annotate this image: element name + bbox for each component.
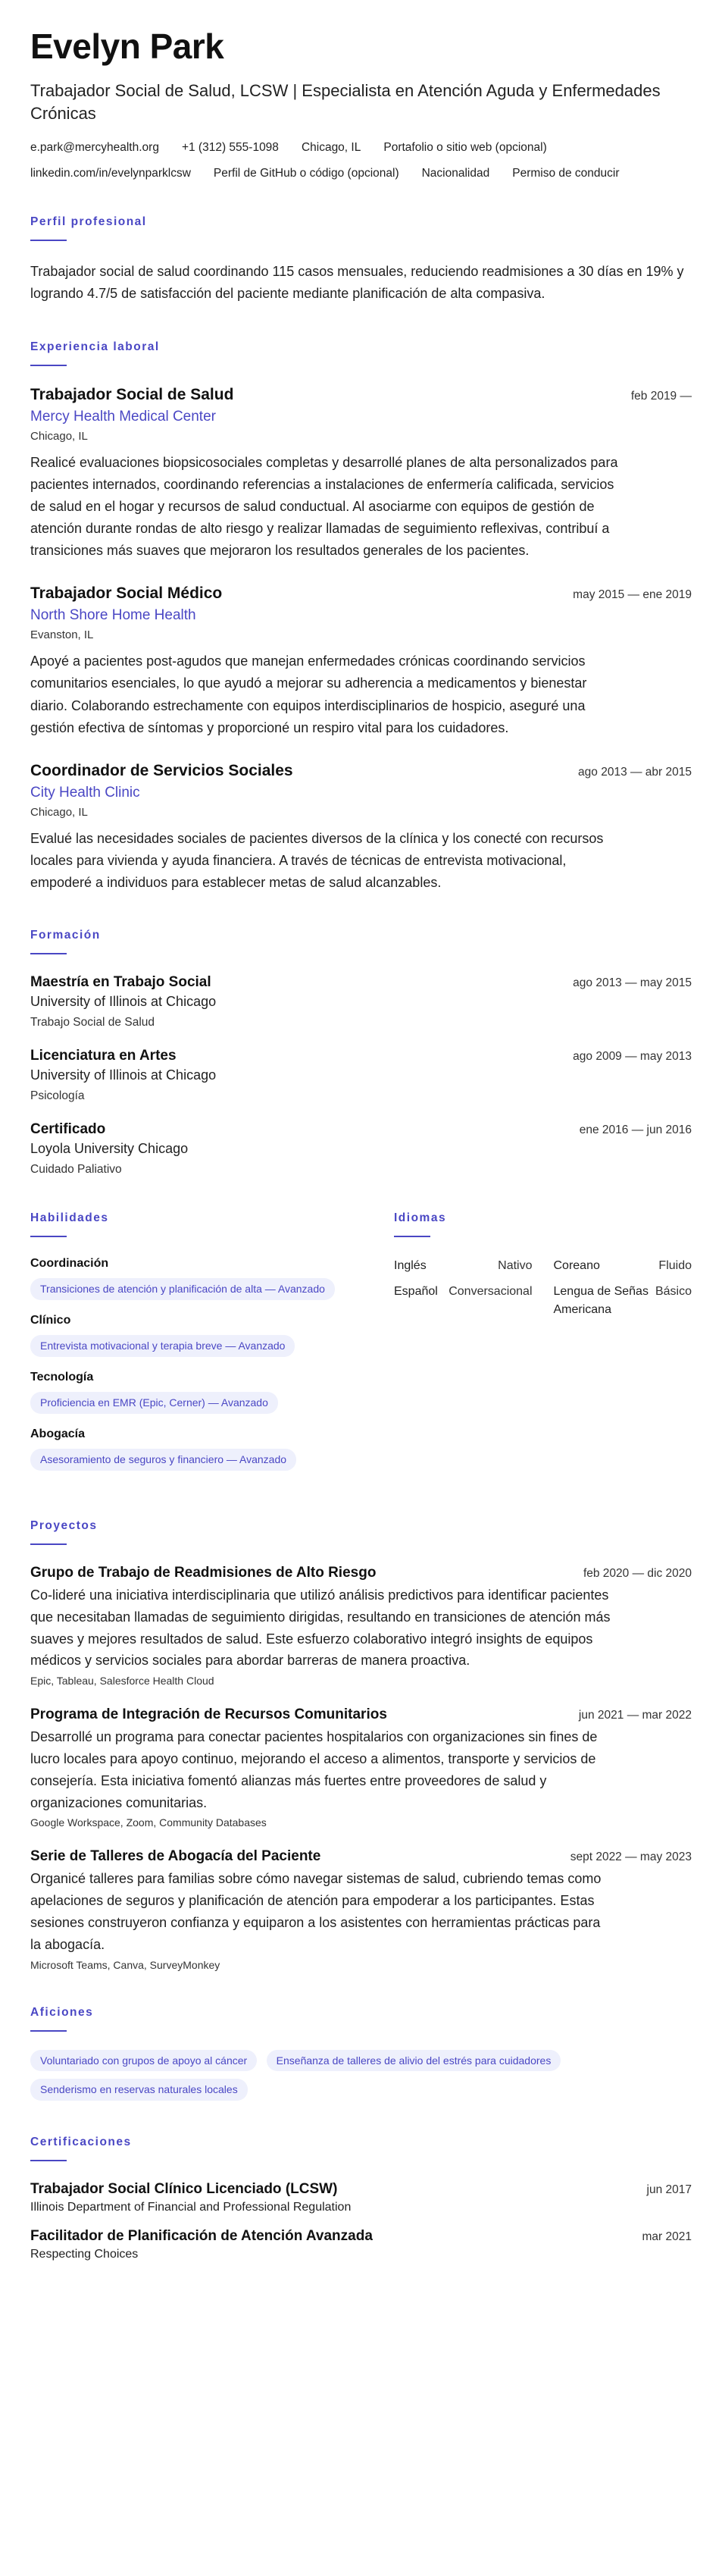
section-divider [30, 2160, 67, 2161]
projects-section [30, 1519, 692, 1971]
certification-issuer: Illinois Department of Financial and Professional Regulation [30, 2201, 352, 2214]
language-item [554, 1283, 692, 1319]
hobby-chip: Voluntariado con grupos de apoyo al cáncer [30, 2050, 257, 2072]
section-divider [30, 1236, 67, 1237]
certification-issuer: Respecting Choices [30, 2248, 139, 2261]
employer-name: City Health Clinic [30, 784, 140, 801]
skill-category: Clínico [30, 1314, 71, 1327]
section-divider [30, 365, 67, 366]
skill-group [30, 1257, 364, 1300]
section-divider [30, 1543, 67, 1545]
project-dates: feb 2020 — dic 2020 [583, 1566, 692, 1580]
language-level: Fluido [658, 1259, 692, 1273]
job-description: Evalué las necesidades sociales de pacientes diversos de la clínica y los conecté con recursos locales para vivienda y ayuda financiera. A través de técnicas de entrevista motivacional, empoderé a individuos para establecer metas de salud alcanzables. [30, 830, 604, 891]
employer-name: Mercy Health Medical Center [30, 408, 216, 425]
candidate-title: Trabajador Social de Salud, LCSW | Especialista en Atención Aguda y Enfermedades Crónicas [30, 80, 661, 124]
employer-name: North Shore Home Health [30, 607, 196, 624]
job-title: Trabajador Social Médico [30, 584, 223, 603]
job-dates: ago 2013 — abr 2015 [578, 765, 692, 779]
certification-date: jun 2017 [646, 2183, 692, 2197]
certification-entry [30, 2228, 692, 2261]
contact-list [30, 141, 692, 180]
skill-group [30, 1371, 364, 1414]
certifications-section [30, 2136, 692, 2261]
certification-title: Trabajador Social Clínico Licenciado (LCSW) [30, 2181, 338, 2198]
field-of-study: Cuidado Paliativo [30, 1163, 122, 1177]
education-dates: ago 2009 — may 2013 [573, 1050, 692, 1064]
language-item [554, 1257, 692, 1275]
resume-header [30, 27, 692, 180]
skill-chip: Entrevista motivacional y terapia breve — Avanzado [30, 1335, 295, 1357]
skills-languages-row [30, 1211, 692, 1484]
job-location: Chicago, IL [30, 805, 88, 819]
degree-name: Certificado [30, 1121, 106, 1138]
section-heading: Perfil profesional [30, 215, 147, 229]
project-tools: Microsoft Teams, Canva, SurveyMonkey [30, 1958, 220, 1971]
profile-summary: Trabajador social de salud coordinando 115 casos mensuales, reduciendo readmisiones a 30 días en 19% y logrando 4.7/5 de satisfacción del paciente mediante planificación de alta compasiva. [30, 264, 684, 302]
job-dates: feb 2019 — [630, 389, 692, 403]
project-title: Programa de Integración de Recursos Comunitarios [30, 1706, 387, 1723]
job-description: Apoyé a pacientes post-agudos que manejan enfermedades crónicas coordinando servicios comunitarios esenciales, lo que ayudó a mejorar su adherencia a medicamentos y bienestar diario. Colaborando estrechamente con equipos interdisciplinarios de hospicio, aseguré una gestión efectiva de síntomas y proporcioné un respiro vital para los cuidadores. [30, 653, 587, 735]
section-divider [394, 1236, 430, 1237]
skill-chip: Transiciones de atención y planificación de alta — Avanzado [30, 1278, 335, 1300]
certification-entry [30, 2181, 692, 2214]
job-title: Trabajador Social de Salud [30, 385, 234, 403]
skill-category: Coordinación [30, 1257, 109, 1271]
section-heading: Habilidades [30, 1211, 109, 1225]
experience-entry [30, 386, 692, 563]
skill-chip: Asesoramiento de seguros y financiero — Avanzado [30, 1449, 296, 1471]
experience-section [30, 340, 692, 895]
language-name: Inglés [394, 1259, 427, 1273]
section-heading: Formación [30, 929, 101, 942]
section-heading: Experiencia laboral [30, 340, 160, 353]
education-dates: ago 2013 — may 2015 [573, 976, 692, 990]
skills-section [30, 1211, 364, 1484]
hobby-chip: Senderismo en reservas naturales locales [30, 2079, 248, 2101]
project-dates: jun 2021 — mar 2022 [578, 1709, 692, 1722]
project-tools: Epic, Tableau, Salesforce Health Cloud [30, 1675, 214, 1688]
education-section [30, 929, 692, 1177]
language-level: Básico [655, 1285, 692, 1299]
contact-location: Chicago, IL [301, 141, 361, 155]
section-heading: Idiomas [394, 1211, 447, 1225]
institution-name: University of Illinois at Chicago [30, 1067, 217, 1083]
project-description: Co-lideré una iniciativa interdisciplinaria que utilizó análisis predictivos para identificar pacientes que necesitaban llamadas de seguimiento dirigidas, resultando en transiciones de atención más suaves y mejores resultados de salud. Este esfuerzo colaborativo integró insights de equipos médicos y servicios sociales para abordar barreras de manera proactiva. [30, 1587, 611, 1669]
project-entry [30, 1565, 692, 1687]
skill-chip: Proficiencia en EMR (Epic, Cerner) — Avanzado [30, 1392, 278, 1414]
job-location: Evanston, IL [30, 628, 94, 642]
hobby-chip: Enseñanza de talleres de alivio del estrés para cuidadores [267, 2050, 561, 2072]
certification-title: Facilitador de Planificación de Atención Avanzada [30, 2228, 373, 2245]
contact-nationality: Nacionalidad [421, 167, 490, 180]
contact-driving-license: Permiso de conducir [512, 167, 620, 180]
language-item [394, 1257, 533, 1275]
skill-group [30, 1314, 364, 1357]
section-heading: Aficiones [30, 2005, 94, 2019]
language-level: Conversacional [449, 1285, 533, 1299]
skill-category: Tecnología [30, 1371, 94, 1384]
skill-group [30, 1427, 364, 1471]
education-entry [30, 1121, 692, 1177]
project-tools: Google Workspace, Zoom, Community Databases [30, 1816, 267, 1829]
institution-name: Loyola University Chicago [30, 1141, 189, 1157]
section-divider [30, 953, 67, 954]
language-name: Coreano [553, 1259, 600, 1273]
hobbies-section [30, 2006, 692, 2101]
experience-entry [30, 584, 692, 739]
contact-linkedin[interactable]: linkedin.com/in/evelynparklcsw [30, 167, 191, 180]
section-divider [30, 2030, 67, 2032]
degree-name: Licenciatura en Artes [30, 1048, 177, 1064]
project-title: Serie de Talleres de Abogacía del Paciente [30, 1848, 321, 1865]
project-description: Desarrollé un programa para conectar pacientes hospitalarios con organizaciones sin fines de lucro locales para apoyo continuo, mejorando el acceso a alimentos, transporte y servicios de consejería. Esta iniciativa fomentó alianzas más fuertes entre proveedores de salud y organizaciones comunitarias. [30, 1729, 598, 1810]
job-location: Chicago, IL [30, 429, 88, 443]
languages-section [394, 1211, 692, 1484]
language-name: Lengua de Señas Americana [553, 1285, 649, 1317]
candidate-name: Evelyn Park [30, 27, 224, 66]
language-item [394, 1283, 533, 1319]
education-entry [30, 974, 692, 1029]
institution-name: University of Illinois at Chicago [30, 994, 217, 1010]
section-heading: Proyectos [30, 1518, 98, 1532]
job-title: Coordinador de Servicios Sociales [30, 761, 293, 779]
contact-github[interactable]: Perfil de GitHub o código (opcional) [213, 167, 399, 180]
education-dates: ene 2016 — jun 2016 [579, 1123, 692, 1137]
section-divider [30, 240, 67, 241]
contact-phone[interactable]: +1 (312) 555-1098 [181, 141, 279, 155]
degree-name: Maestría en Trabajo Social [30, 974, 211, 991]
project-title: Grupo de Trabajo de Readmisiones de Alto Riesgo [30, 1564, 377, 1581]
section-heading: Certificaciones [30, 2136, 132, 2149]
contact-portfolio[interactable]: Portafolio o sitio web (opcional) [383, 141, 547, 155]
education-entry [30, 1048, 692, 1103]
project-description: Organicé talleres para familias sobre cómo navegar sistemas de salud, cubriendo temas como apelaciones de seguros y planificación de atención para empoderar a los participantes. Estas sesiones construyeron confianza y equiparon a los asistentes con herramientas prácticas para la abogacía. [30, 1871, 602, 1952]
profile-section [30, 215, 692, 305]
project-entry [30, 1706, 692, 1829]
language-level: Nativo [498, 1259, 533, 1273]
job-dates: may 2015 — ene 2019 [573, 588, 692, 602]
field-of-study: Psicología [30, 1089, 85, 1103]
project-entry [30, 1848, 692, 1970]
experience-entry [30, 762, 692, 894]
certification-date: mar 2021 [642, 2230, 692, 2244]
project-dates: sept 2022 — may 2023 [570, 1851, 692, 1864]
skill-category: Abogacía [30, 1427, 86, 1441]
language-name: Español [394, 1285, 438, 1299]
field-of-study: Trabajo Social de Salud [30, 1016, 155, 1029]
contact-email[interactable]: e.park@mercyhealth.org [30, 141, 159, 155]
job-description: Realicé evaluaciones biopsicosociales completas y desarrollé planes de alta personalizados para pacientes internados, coordinando referencias a instalaciones de enfermería calificada, servicios de salud en el hogar y recursos de salud conductual. Al asociarme con equipos de gestión de atención durante rondas de alto riesgo y realizar llamadas de seguimiento reflexivas, contribuí a transiciones más suaves que mejoraron los resultados generales de los pacientes. [30, 454, 618, 559]
